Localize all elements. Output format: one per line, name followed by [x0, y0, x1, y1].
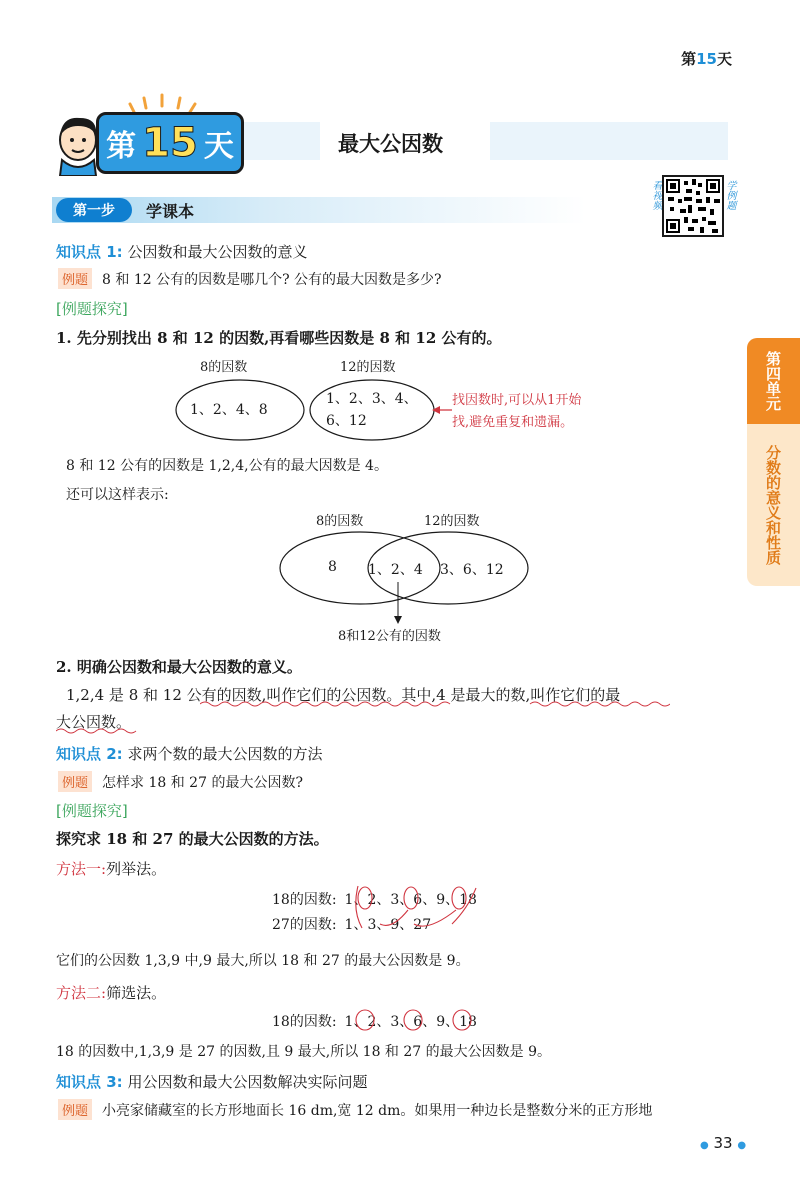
result1: 它们的公因数 1,3,9 中,9 最大,所以 18 和 27 的最大公因数是 9。 [56, 953, 470, 969]
set12-values-2: 6、12 [326, 413, 367, 429]
kp2-explore: [例题探究] [56, 802, 128, 820]
example-tag: 例题 [58, 771, 92, 792]
unit-topic: 分数的意义和性质 [747, 424, 800, 586]
kp3-heading: 知识点 3: 用公因数和最大公因数解决实际问题 [56, 1073, 368, 1091]
method2: 方法二:筛选法。 [56, 984, 167, 1002]
qr-right-text: 学例题 [724, 180, 735, 210]
example-tag: 例题 [58, 1099, 92, 1120]
kp1-example: 例题 8 和 12 公有的因数是哪几个? 公有的最大因数是多少? [58, 268, 442, 289]
tip-line-1: 找因数时,可以从1开始 [452, 393, 582, 408]
sieve-list: 18的因数: 1、2、3、6、9、18 [272, 1014, 477, 1030]
example-tag: 例题 [58, 268, 92, 289]
venn-middle: 1、2、4 [368, 562, 423, 578]
kp3-example: 例题 小亮家储藏室的长方形地面长 16 dm,宽 12 dm。如果用一种边长是整数分米的正方形地 [58, 1099, 652, 1120]
kp1-heading: 知识点 1: 公因数和最大公因数的意义 [56, 243, 308, 261]
venn-label-8: 8的因数 [316, 514, 364, 529]
day-badge: 第 15 天 [96, 112, 244, 174]
kp2-heading-method: 探究求 18 和 27 的最大公因数的方法。 [56, 830, 329, 848]
wavy-underline-2 [56, 727, 146, 735]
set8-values: 1、2、4、8 [190, 402, 268, 418]
unit-label: 第四单元 [747, 338, 800, 424]
list27: 27的因数: 1、3、9、27 [272, 917, 432, 933]
qr-left-text: 看视频 [650, 180, 661, 210]
definition-line-1: 1,2,4 是 8 和 12 公有的因数,叫作它们的公因数。其中,4 是最大的数,叫作它们的最 [66, 686, 621, 704]
venn-left: 8 [328, 559, 337, 575]
set12-label: 12的因数 [340, 360, 396, 375]
method1: 方法一:列举法。 [56, 860, 167, 878]
kp1-explore: [例题探究] [56, 300, 128, 318]
set12-values-1: 1、2、3、4、 [326, 391, 418, 407]
sieve-circles [352, 1006, 492, 1034]
step-pill: 第一步 [56, 198, 132, 222]
tip-line-2: 找,避免重复和遗漏。 [452, 415, 574, 430]
kp1-step1: 1. 先分别找出 8 和 12 的因数,再看哪些因数是 8 和 12 公有的。 [56, 329, 502, 347]
kp1-step2: 2. 明确公因数和最大公因数的意义。 [56, 658, 302, 676]
lesson-title: 最大公因数 [338, 132, 443, 156]
list18: 18的因数: 1、2、3、6、9、18 [272, 892, 477, 908]
unit-side-tab [747, 338, 800, 586]
common-factor-text: 8 和 12 公有的因数是 1,2,4,公有的最大因数是 4。 [66, 458, 388, 474]
kp2-heading: 知识点 2: 求两个数的最大公因数的方法 [56, 745, 323, 763]
day-indicator: 第15天 [681, 50, 732, 68]
page-number: ● 33 ● [700, 1134, 747, 1152]
step-bar [52, 197, 586, 223]
wavy-underline-1 [200, 700, 670, 708]
definition-line-2: 大公因数。 [56, 713, 132, 731]
result2: 18 的因数中,1,3,9 是 27 的因数,且 9 最大,所以 18 和 27 的最大公因数是 9。 [56, 1044, 551, 1060]
factor-link-marks [348, 884, 508, 940]
kp2-example: 例题 怎样求 18 和 27 的最大公因数? [58, 771, 303, 792]
step-label: 学课本 [146, 202, 195, 221]
venn-label-12: 12的因数 [424, 514, 480, 529]
dot-icon: ● [737, 1140, 747, 1151]
dot-icon: ● [700, 1140, 709, 1151]
venn-right: 3、6、12 [440, 562, 504, 578]
venn-bottom-label: 8和12公有的因数 [338, 629, 441, 644]
sunburst-icon [128, 92, 198, 114]
qr-code-icon[interactable] [662, 175, 724, 237]
set8-label: 8的因数 [200, 360, 248, 375]
also-text: 还可以这样表示: [66, 487, 169, 503]
